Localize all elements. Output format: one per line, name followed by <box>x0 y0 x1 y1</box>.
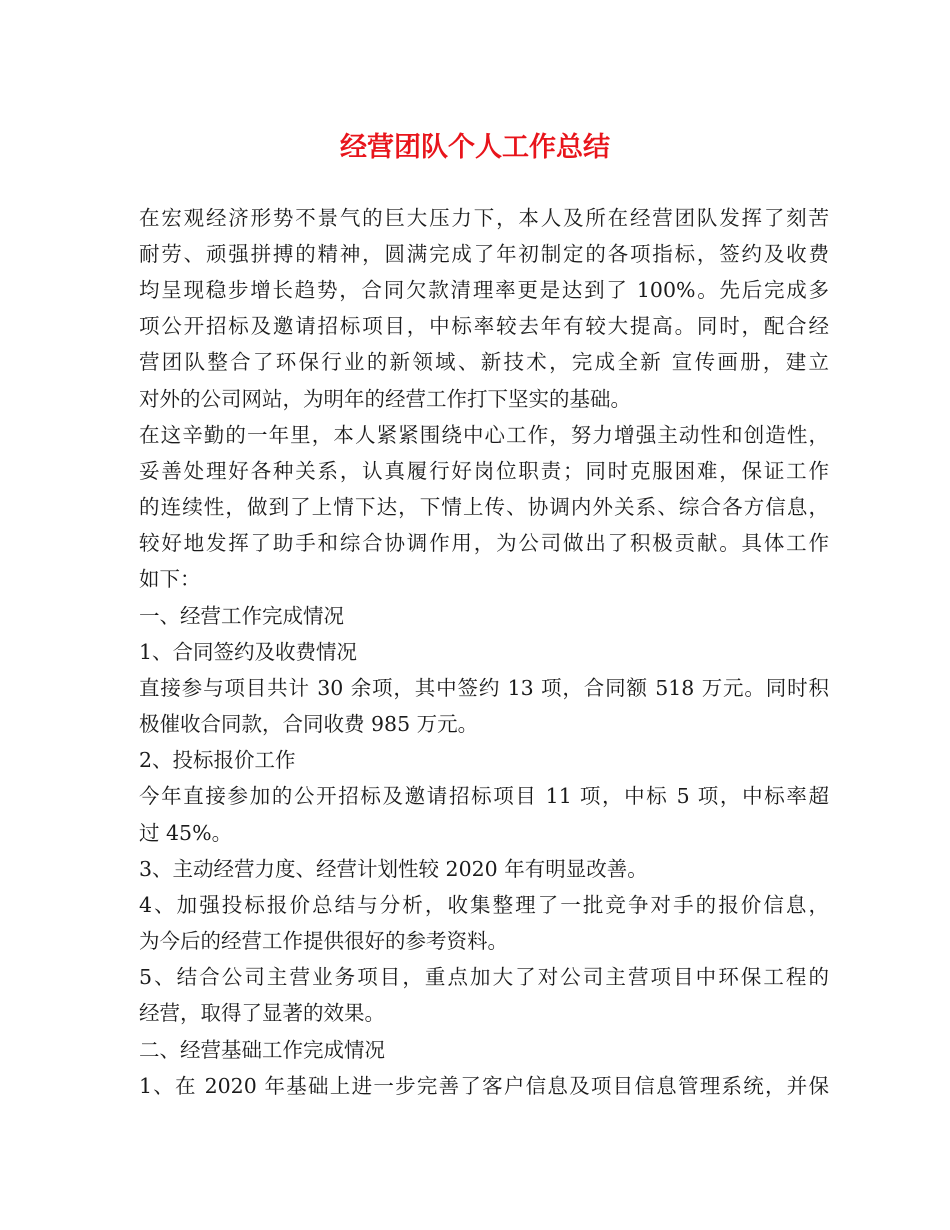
list-item: 5、结合公司主营业务项目，重点加大了对公司主营项目中环保工程的 <box>139 965 829 989</box>
list-item: 3、主动经营力度、经营计划性较 2020 年有明显改善。 <box>139 857 648 881</box>
body-text-line: 妥善处理好各种关系，认真履行好岗位职责；同时克服困难，保证工作 <box>139 459 829 483</box>
body-text-line: 的连续性，做到了上情下达，下情上传、协调内外关系、综合各方信息， <box>139 495 829 519</box>
body-text-line: 在宏观经济形势不景气的巨大压力下，本人及所在经营团队发挥了刻苦 <box>139 206 829 230</box>
body-text-line: 项公开招标及邀请招标项目，中标率较去年有较大提高。同时，配合经 <box>139 314 829 338</box>
section-heading: 二、经营基础工作完成情况 <box>139 1038 385 1062</box>
document-title: 经营团队个人工作总结 <box>340 132 610 163</box>
body-text-line: 今年直接参加的公开招标及邀请招标项目 11 项，中标 5 项，中标率超 <box>139 784 829 808</box>
subsection-heading: 2、投标报价工作 <box>139 748 296 772</box>
body-text-line: 直接参与项目共计 30 余项，其中签约 13 项，合同额 518 万元。同时积 <box>139 676 829 700</box>
body-text-line: 在这辛勤的一年里，本人紧紧围绕中心工作，努力增强主动性和创造性， <box>139 423 829 447</box>
body-text-line: 如下： <box>139 567 201 591</box>
section-heading: 一、经营工作完成情况 <box>139 604 344 628</box>
body-text-line: 对外的公司网站，为明年的经营工作打下坚实的基础。 <box>139 387 631 411</box>
body-text-line: 过 45%。 <box>139 821 233 845</box>
body-text-line: 均呈现稳步增长趋势，合同欠款清理率更是达到了 100%。先后完成多 <box>139 278 829 302</box>
subsection-heading: 1、合同签约及收费情况 <box>139 640 358 664</box>
body-text-line: 经营，取得了显著的效果。 <box>139 1001 385 1025</box>
list-item: 1、在 2020 年基础上进一步完善了客户信息及项目信息管理系统，并保 <box>139 1074 829 1098</box>
body-text-line: 较好地发挥了助手和综合协调作用，为公司做出了积极贡献。具体工作 <box>139 531 829 555</box>
list-item: 4、加强投标报价总结与分析，收集整理了一批竞争对手的报价信息， <box>139 893 829 917</box>
body-text-line: 营团队整合了环保行业的新领域、新技术，完成全新 宣传画册，建立 <box>139 350 829 374</box>
body-text-line: 极催收合同款，合同收费 985 万元。 <box>139 712 479 736</box>
body-text-line: 为今后的经营工作提供很好的参考资料。 <box>139 929 508 953</box>
body-text-line: 耐劳、顽强拼搏的精神，圆满完成了年初制定的各项指标，签约及收费 <box>139 242 829 266</box>
